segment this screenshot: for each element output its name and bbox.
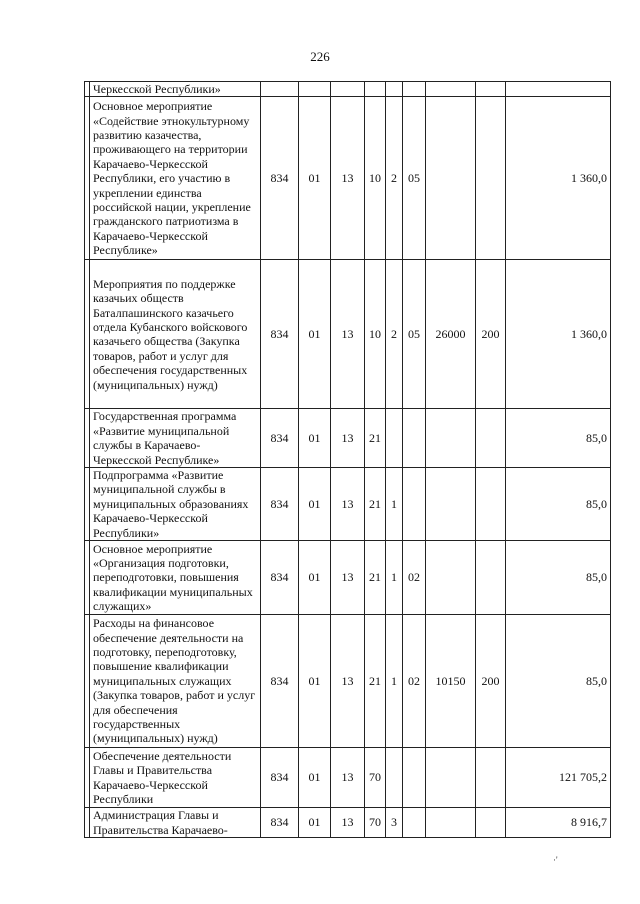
csr-event-code [403, 468, 426, 541]
ved-code: 834 [261, 748, 299, 808]
ved-code: 834 [261, 409, 299, 468]
page-number: 226 [310, 49, 330, 64]
csr-subprogram-code: 2 [386, 97, 403, 260]
csr-subprogram-code: 1 [386, 541, 403, 615]
ved-code: 834 [261, 468, 299, 541]
item-name: Государственная программа «Развитие муниципальной службы в Карачаево-Черкесской Республике» [90, 409, 261, 468]
item-name: Администрация Главы и Правительства Карачаево- [90, 808, 261, 838]
scan-mark: ·' [553, 855, 558, 865]
pr-code: 13 [331, 260, 365, 409]
csr-direction-code: 10150 [426, 615, 476, 748]
csr-subprogram-code [386, 409, 403, 468]
rz-code: 01 [299, 541, 331, 615]
item-name: Основное мероприятие «Содействие этнокультурному развитию казачества, проживающего на территории Карачаево-Черкесской Республики, его участию в укреплении единства российской нации, укрепление гражданского патриотизма в Карачаево-Черкесской Республике» [90, 97, 261, 260]
vr-code [476, 808, 506, 838]
csr-program-code: 70 [365, 748, 386, 808]
csr-program-code: 21 [365, 541, 386, 615]
csr-program-code: 21 [365, 615, 386, 748]
amount: 85,0 [506, 409, 611, 468]
amount: 85,0 [506, 615, 611, 748]
vr-code [476, 409, 506, 468]
pr-code: 13 [331, 97, 365, 260]
table-row [85, 409, 611, 468]
rz-code [299, 82, 331, 97]
csr-event-code: 02 [403, 541, 426, 615]
vr-code: 200 [476, 260, 506, 409]
rz-code: 01 [299, 409, 331, 468]
amount: 8 916,7 [506, 808, 611, 838]
amount: 121 705,2 [506, 748, 611, 808]
csr-event-code: 05 [403, 97, 426, 260]
csr-program-code: 21 [365, 468, 386, 541]
pr-code: 13 [331, 808, 365, 838]
ved-code: 834 [261, 808, 299, 838]
csr-direction-code [426, 97, 476, 260]
amount: 1 360,0 [506, 97, 611, 260]
item-name: Основное мероприятие «Организация подготовки, переподготовки, повышения квалификации муниципальных служащих» [90, 541, 261, 615]
item-name: Подпрограмма «Развитие муниципальной службы в муниципальных образованиях Карачаево-Черкесской Республики» [90, 468, 261, 541]
table-row [85, 260, 611, 409]
csr-event-code [403, 409, 426, 468]
table-row [85, 82, 611, 97]
vr-code [476, 468, 506, 541]
vr-code [476, 541, 506, 615]
csr-program-code: 10 [365, 97, 386, 260]
csr-direction-code [426, 748, 476, 808]
ved-code: 834 [261, 260, 299, 409]
ved-code: 834 [261, 97, 299, 260]
csr-event-code: 05 [403, 260, 426, 409]
pr-code: 13 [331, 468, 365, 541]
amount [506, 82, 611, 97]
csr-direction-code [426, 468, 476, 541]
amount: 1 360,0 [506, 260, 611, 409]
csr-event-code [403, 748, 426, 808]
rz-code: 01 [299, 808, 331, 838]
rz-code: 01 [299, 260, 331, 409]
csr-direction-code [426, 541, 476, 615]
csr-subprogram-code [386, 82, 403, 97]
table-row [85, 748, 611, 808]
amount: 85,0 [506, 468, 611, 541]
csr-event-code [403, 808, 426, 838]
pr-code: 13 [331, 748, 365, 808]
csr-event-code [403, 82, 426, 97]
ved-code [261, 82, 299, 97]
vr-code: 200 [476, 615, 506, 748]
csr-subprogram-code: 1 [386, 615, 403, 748]
rz-code: 01 [299, 748, 331, 808]
amount: 85,0 [506, 541, 611, 615]
table-row [85, 808, 611, 838]
vr-code [476, 82, 506, 97]
csr-program-code: 21 [365, 409, 386, 468]
table-row [85, 615, 611, 748]
csr-direction-code [426, 808, 476, 838]
ved-code: 834 [261, 615, 299, 748]
table-row [85, 468, 611, 541]
pr-code [331, 82, 365, 97]
ved-code: 834 [261, 541, 299, 615]
rz-code: 01 [299, 615, 331, 748]
table-row [85, 97, 611, 260]
csr-subprogram-code: 2 [386, 260, 403, 409]
item-name: Черкесской Республики» [90, 82, 261, 97]
csr-subprogram-code [386, 748, 403, 808]
pr-code: 13 [331, 615, 365, 748]
csr-direction-code [426, 82, 476, 97]
item-name: Мероприятия по поддержке казачьих обществ Баталпашинского казачьего отдела Кубанского войскового казачьего общества (Закупка товаров, работ и услуг для обеспечения государственных (муниципальных) нужд) [90, 260, 261, 409]
item-name: Обеспечение деятельности Главы и Правительства Карачаево-Черкесской Республики [90, 748, 261, 808]
csr-subprogram-code: 1 [386, 468, 403, 541]
csr-program-code: 10 [365, 260, 386, 409]
csr-event-code: 02 [403, 615, 426, 748]
csr-subprogram-code: 3 [386, 808, 403, 838]
vr-code [476, 97, 506, 260]
csr-direction-code [426, 409, 476, 468]
vr-code [476, 748, 506, 808]
csr-direction-code: 26000 [426, 260, 476, 409]
pr-code: 13 [331, 409, 365, 468]
csr-program-code [365, 82, 386, 97]
budget-table [84, 81, 611, 838]
item-name: Расходы на финансовое обеспечение деятельности на подготовку, переподготовку, повышение квалификации муниципальных служащих (Закупка товаров, работ и услуг для обеспечения государственных (муниципальных) нужд) [90, 615, 261, 748]
csr-program-code: 70 [365, 808, 386, 838]
rz-code: 01 [299, 468, 331, 541]
pr-code: 13 [331, 541, 365, 615]
table-row [85, 541, 611, 615]
rz-code: 01 [299, 97, 331, 260]
